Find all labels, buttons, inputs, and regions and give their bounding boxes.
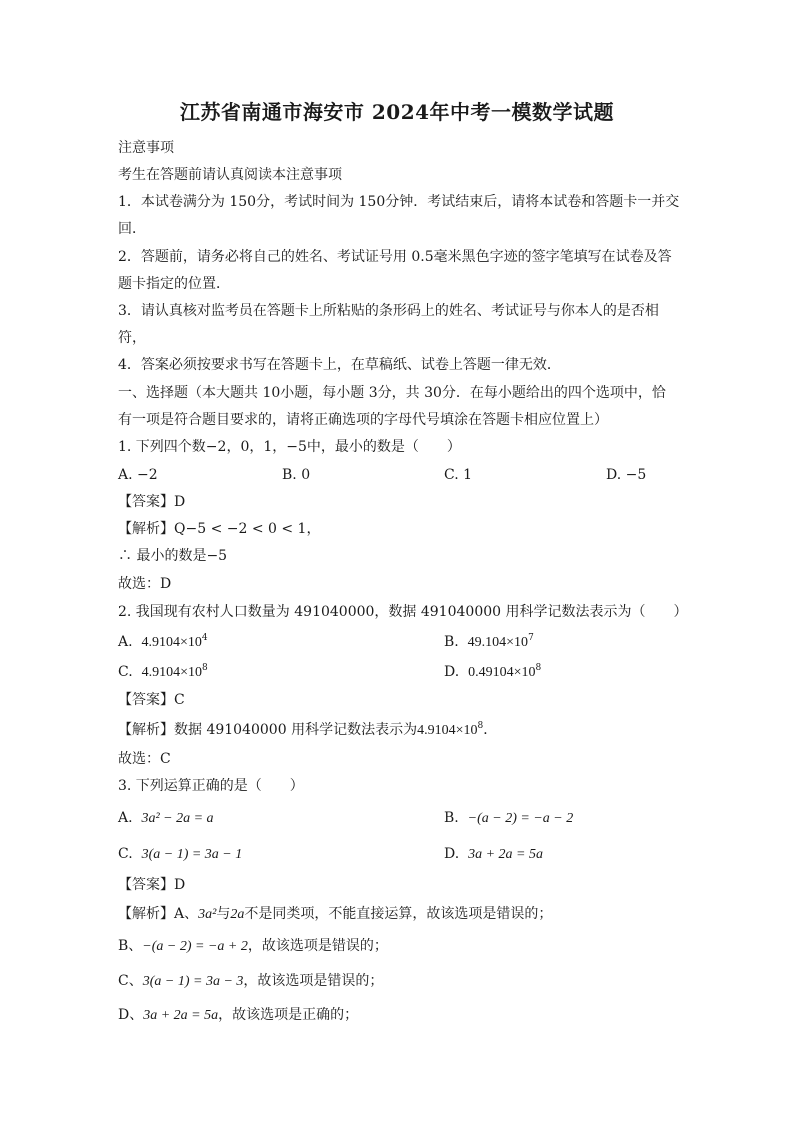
notice-item-3a: 3．请认真核对监考员在答题卡上所粘贴的条形码上的姓名、考试证号与你本人的是否相 xyxy=(118,303,659,319)
q3-analysis-c: C、3(a − 1) = 3a − 3，故该选项是错误的； xyxy=(118,973,384,989)
q3-option-d: D. 3a + 2a = 5a xyxy=(444,846,543,862)
notice-item-3b: 符， xyxy=(118,330,146,346)
section-instructions-b: 有一项是符合题目要求的，请将正确选项的字母代号填涂在答题卡相应位置上） xyxy=(118,412,608,428)
q3-answer: 【答案】D xyxy=(118,877,186,893)
q1-analysis-2: ∴ 最小的数是−5 xyxy=(118,548,228,564)
notice-intro: 考生在答题前请认真阅读本注意事项 xyxy=(118,167,342,183)
section-instructions-a: 一、选择题（本大题共 10小题，每小题 3分，共 30分．在每小题给出的四个选项中，恰 xyxy=(118,385,666,401)
notice-heading: 注意事项 xyxy=(118,140,174,156)
q2-option-d: D. $0.49104\times 10^8$ xyxy=(444,663,542,680)
q3-analysis-b: B、−(a − 2) = −a + 2，故该选项是错误的； xyxy=(118,938,388,954)
notice-item-2b: 题卡指定的位置． xyxy=(118,276,230,292)
q1-option-c: C. 1 xyxy=(444,467,473,483)
q2-analysis: 【解析】数据 491040000 用科学记数法表示为$4.9104\times 10^8$． xyxy=(118,721,498,738)
q2-option-a: A. $4.9104\times 10^4$ xyxy=(118,633,208,650)
q2-option-c: C. $4.9104\times 10^8$ xyxy=(118,663,208,680)
q2-answer: 【答案】C xyxy=(118,692,185,708)
q3-stem: 3. 下列运算正确的是（ ） xyxy=(118,778,304,794)
notice-item-1a: 1．本试卷满分为 150分，考试时间为 150分钟．考试结束后，请将本试卷和答题卡一并交 xyxy=(118,194,680,210)
q1-analysis-1: 【解析】Q−5 < −2 < 0 < 1， xyxy=(118,521,321,537)
q2-stem: 2. 我国现有农村人口数量为 491040000，数据 491040000 用科学记数法表示为（ ） xyxy=(118,604,688,620)
q1-option-d: D. −5 xyxy=(606,467,647,483)
q3-option-c: C. 3(a − 1) = 3a − 1 xyxy=(118,846,243,862)
notice-item-4: 4．答案必须按要求书写在答题卡上，在草稿纸、试卷上答题一律无效． xyxy=(118,357,561,373)
q3-analysis-d: D、3a + 2a = 5a，故该选项是正确的； xyxy=(118,1007,359,1023)
notice-item-2a: 2．答题前，请务必将自己的姓名、考试证号用 0.5毫米黑色字迹的签字笔填写在试卷及答 xyxy=(118,249,672,265)
q2-conclusion: 故选：C xyxy=(118,751,171,767)
q2-option-b: B. $49.104\times 10^7$ xyxy=(444,633,534,650)
q1-conclusion: 故选：D xyxy=(118,576,172,592)
q1-stem: 1. 下列四个数−2，0，1，−5中，最小的数是（ ） xyxy=(118,439,461,455)
q3-option-a: A. 3a² − 2a = a xyxy=(118,810,214,826)
q1-option-b: B. 0 xyxy=(282,467,311,483)
q3-analysis-a: 【解析】A、3a²与2a不是同类项，不能直接运算，故该选项是错误的； xyxy=(118,906,553,922)
q1-option-a: A. −2 xyxy=(118,467,158,483)
q3-option-b: B. −(a − 2) = −a − 2 xyxy=(444,810,574,826)
notice-item-1b: 回． xyxy=(118,221,146,237)
q1-answer: 【答案】D xyxy=(118,494,186,510)
document-title: 江苏省南通市海安市 2024年中考一模数学试题 xyxy=(179,100,615,124)
